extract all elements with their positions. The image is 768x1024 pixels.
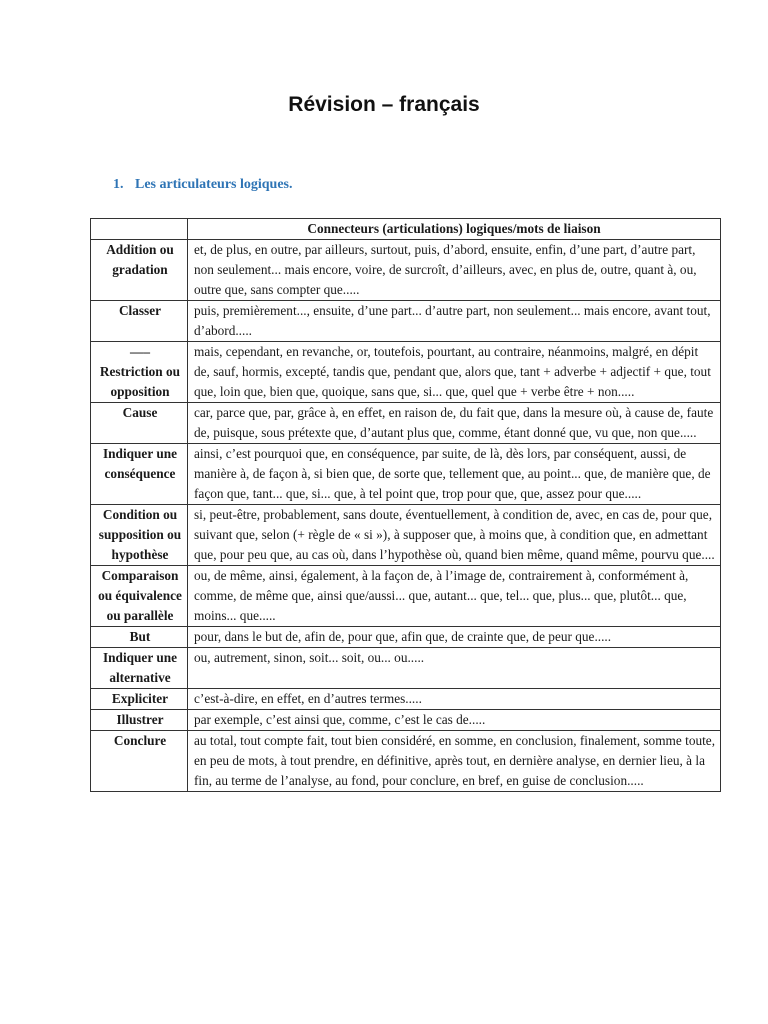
table-row — [91, 566, 721, 627]
table-row — [91, 505, 721, 566]
connectors-cell: au total, tout compte fait, tout bien considéré, en somme, en conclusion, finalement, somme toute, en peu de mots, à tout prendre, en définitive, après tout, en dernière analyse, en dernier lieu, à la fin, au terme de l’analyse, au fond, pour conclure, en bref, en guise de conclusion..... — [188, 731, 721, 792]
table-row — [91, 240, 721, 301]
category-cell: Expliciter — [91, 689, 188, 710]
connectors-cell: car, parce que, par, grâce à, en effet, en raison de, du fait que, dans la mesure où, à cause de, faute de, puisque, sous prétexte que, d’autant plus que, comme, étant donné que, vu que, non que..... — [188, 403, 721, 444]
table-row — [91, 403, 721, 444]
section-title: Les articulateurs logiques. — [135, 177, 293, 192]
category-cell: —– Restriction ou opposition — [91, 342, 188, 403]
category-cell: Conclure — [91, 731, 188, 792]
table-row — [91, 710, 721, 731]
category-cell: Classer — [91, 301, 188, 342]
table-row — [91, 444, 721, 505]
table-row — [91, 627, 721, 648]
connectors-cell: c’est-à-dire, en effet, en d’autres termes..... — [188, 689, 721, 710]
connectors-cell: puis, premièrement..., ensuite, d’une part... d’autre part, non seulement... mais encore, avant tout, d’abord..... — [188, 301, 721, 342]
category-cell: Addition ou gradation — [91, 240, 188, 301]
category-cell: Indiquer une alternative — [91, 648, 188, 689]
table-header-row — [91, 219, 721, 240]
category-cell: Indiquer une conséquence — [91, 444, 188, 505]
connectors-cell: si, peut-être, probablement, sans doute, éventuellement, à condition de, avec, en cas de, pour que, suivant que, selon (+ règle de « si »), à supposer que, à moins que, à condition que, en admettant que, pour peu que, au cas où, dans l’hypothèse où, quand bien même, quand même, pourvu que.... — [188, 505, 721, 566]
connectors-cell: mais, cependant, en revanche, or, toutefois, pourtant, au contraire, néanmoins, malgré, en dépit de, sauf, hormis, excepté, tandis que, pendant que, alors que, tant + adverbe + adjectif + que, tout que, loin que, bien que, quoique, sans que, si... que, quel que + verbe être + non..... — [188, 342, 721, 403]
table-row — [91, 301, 721, 342]
section-number: 1. — [113, 177, 124, 192]
connectors-cell: ainsi, c’est pourquoi que, en conséquence, par suite, de là, dès lors, par conséquent, aussi, de manière à, de façon à, si bien que, de sorte que, tellement que, au point... que, de manière que, de façon que, tant... que, si... que, à tel point que, trop pour que, que, assez pour que..... — [188, 444, 721, 505]
category-cell: But — [91, 627, 188, 648]
document-title: Révision – français — [288, 93, 480, 116]
category-cell: Illustrer — [91, 710, 188, 731]
category-cell: Comparaison ou équivalence ou parallèle — [91, 566, 188, 627]
connectors-cell: ou, de même, ainsi, également, à la façon de, à l’image de, contrairement à, conformément à, comme, de même que, ainsi que/aussi... que, autant... que, tel... que, plus... que, plutôt... que, moins... que..... — [188, 566, 721, 627]
section-heading — [113, 177, 293, 193]
connectors-cell: pour, dans le but de, afin de, pour que, afin que, de crainte que, de peur que..... — [188, 627, 721, 648]
table-row — [91, 689, 721, 710]
connectors-cell: ou, autrement, sinon, soit... soit, ou... ou..... — [188, 648, 721, 689]
table-header: Connecteurs (articulations) logiques/mots de liaison — [188, 219, 721, 240]
connectors-cell: et, de plus, en outre, par ailleurs, surtout, puis, d’abord, ensuite, enfin, d’une part, d’autre part, non seulement... mais encore, voire, de surcroît, d’ailleurs, avec, en plus de, outre, quant à, ou, outre que, sans compter que..... — [188, 240, 721, 301]
table-row — [91, 342, 721, 403]
table-header-empty-cell — [91, 219, 188, 240]
table-row — [91, 648, 721, 689]
connectors-cell: par exemple, c’est ainsi que, comme, c’est le cas de..... — [188, 710, 721, 731]
table-row — [91, 731, 721, 792]
connectors-table — [90, 218, 721, 792]
category-cell: Condition ou supposition ou hypothèse — [91, 505, 188, 566]
category-cell: Cause — [91, 403, 188, 444]
